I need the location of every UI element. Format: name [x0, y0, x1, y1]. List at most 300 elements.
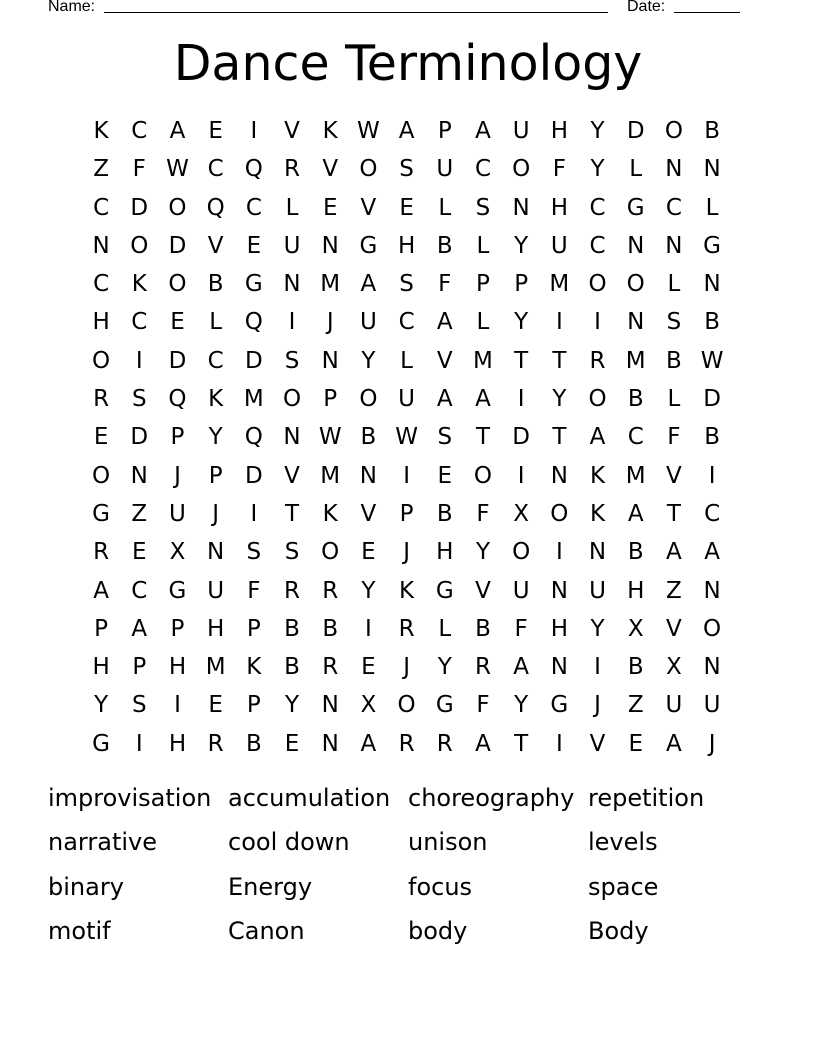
grid-row: [82, 342, 731, 380]
word-list-item: binary: [48, 872, 124, 901]
grid-cell: F: [667, 424, 681, 451]
grid-cell: U: [207, 577, 225, 604]
grid-cell: E: [93, 424, 109, 451]
grid-cell: V: [322, 156, 339, 183]
grid-cell: E: [284, 730, 300, 757]
grid-cell: X: [169, 539, 186, 566]
grid-cell: N: [321, 692, 339, 719]
grid-cell: O: [282, 386, 302, 413]
word-list-item: repetition: [588, 784, 705, 812]
grid-cell: Y: [514, 692, 529, 719]
grid-cell: H: [550, 118, 568, 144]
name-blank-line: [104, 0, 608, 13]
grid-cell: V: [207, 232, 224, 259]
word-list-item: body: [408, 916, 468, 945]
grid-cell: H: [627, 577, 645, 604]
grid-row: [82, 380, 731, 418]
grid-cell: S: [475, 194, 491, 221]
grid-cell: H: [207, 615, 225, 642]
grid-cell: R: [322, 577, 339, 604]
grid-cell: D: [626, 118, 645, 144]
grid-cell: N: [207, 539, 225, 566]
grid-cell: E: [322, 194, 338, 221]
grid-cell: F: [438, 271, 452, 298]
grid-cell: R: [93, 386, 110, 413]
grid-cell: S: [284, 539, 300, 566]
grid-cell: L: [438, 615, 452, 642]
grid-cell: C: [207, 156, 224, 183]
grid-cell: P: [437, 118, 452, 144]
word-list-item: cool down: [228, 828, 350, 857]
grid-cell: J: [403, 539, 410, 566]
grid-cell: R: [436, 730, 453, 757]
grid-row: [82, 303, 731, 341]
grid-cell: Y: [361, 347, 376, 374]
grid-cell: B: [627, 539, 644, 566]
grid-cell: U: [512, 118, 530, 144]
grid-cell: H: [550, 194, 568, 221]
grid-cell: I: [403, 462, 410, 489]
grid-cell: B: [704, 309, 720, 336]
grid-cell: E: [399, 194, 414, 221]
grid-cell: W: [166, 156, 189, 183]
grid-cell: L: [476, 232, 490, 259]
grid-cell: R: [398, 730, 415, 757]
grid-row: [82, 686, 731, 724]
grid-cell: D: [244, 462, 263, 489]
grid-cell: S: [131, 692, 147, 719]
grid-cell: N: [512, 194, 530, 221]
grid-cell: I: [250, 500, 258, 527]
grid-cell: R: [474, 654, 491, 681]
grid-cell: N: [588, 539, 607, 566]
grid-cell: Q: [244, 309, 263, 336]
grid-cell: A: [513, 654, 530, 681]
grid-cell: V: [436, 347, 453, 374]
grid-cell: Y: [590, 156, 605, 183]
grid-cell: P: [132, 654, 147, 681]
grid-cell: P: [208, 462, 223, 489]
grid-cell: F: [514, 615, 528, 642]
grid-cell: G: [435, 577, 454, 604]
grid-cell: I: [288, 309, 296, 336]
grid-row: [82, 648, 731, 686]
word-row: [48, 911, 768, 955]
grid-cell: Z: [627, 692, 644, 719]
word-list-item: motif: [48, 916, 111, 945]
grid-cell: C: [131, 577, 148, 604]
grid-cell: R: [207, 730, 224, 757]
grid-cell: I: [517, 462, 525, 489]
grid-cell: B: [436, 232, 453, 259]
word-list-item: Canon: [228, 916, 305, 945]
grid-cell: H: [168, 730, 187, 757]
grid-cell: P: [170, 424, 185, 451]
date-blank-line: [674, 0, 740, 13]
grid-cell: B: [360, 424, 377, 451]
grid-row: [82, 495, 731, 533]
grid-cell: E: [246, 232, 262, 259]
grid-cell: N: [321, 730, 339, 757]
grid-cell: K: [208, 386, 224, 413]
grid-row: [82, 418, 731, 456]
grid-cell: E: [208, 118, 223, 144]
grid-cell: R: [284, 156, 301, 183]
grid-cell: C: [93, 194, 110, 221]
grid-cell: E: [361, 539, 376, 566]
grid-cell: A: [360, 730, 377, 757]
grid-cell: P: [476, 271, 490, 298]
grid-cell: U: [359, 309, 377, 336]
grid-cell: O: [92, 347, 111, 374]
grid-cell: B: [627, 386, 644, 413]
grid-cell: N: [703, 577, 721, 604]
grid-cell: D: [703, 386, 721, 413]
grid-cell: B: [704, 424, 720, 451]
grid-cell: B: [322, 615, 339, 642]
word-list-item: choreography: [408, 784, 575, 812]
word-list-item: levels: [588, 828, 658, 857]
grid-cell: L: [705, 194, 719, 221]
grid-cell: N: [283, 271, 301, 298]
grid-cell: G: [550, 692, 569, 719]
grid-cell: P: [514, 271, 529, 298]
grid-cell: X: [360, 692, 377, 719]
word-list-item: narrative: [48, 828, 157, 857]
grid-cell: Q: [244, 156, 263, 183]
grid-cell: V: [284, 118, 300, 144]
grid-cell: Y: [514, 232, 529, 259]
grid-row: [82, 610, 731, 648]
word-row: [48, 778, 768, 822]
name-label: Name:: [48, 0, 96, 15]
grid-row: [82, 150, 731, 188]
grid-cell: I: [555, 730, 563, 757]
grid-cell: S: [246, 539, 262, 566]
word-list-item: Body: [588, 916, 649, 945]
grid-cell: E: [437, 462, 453, 489]
grid-cell: S: [437, 424, 453, 451]
grid-cell: P: [246, 615, 261, 642]
grid-cell: A: [436, 386, 453, 413]
grid-cell: K: [131, 271, 147, 298]
grid-cell: L: [476, 309, 490, 336]
letter-grid: [82, 112, 731, 763]
grid-cell: Y: [590, 615, 605, 642]
grid-cell: C: [398, 309, 415, 336]
grid-cell: K: [589, 462, 606, 489]
grid-cell: I: [555, 309, 563, 336]
grid-cell: Q: [244, 424, 263, 451]
grid-cell: A: [704, 539, 720, 566]
grid-cell: J: [708, 730, 716, 757]
grid-cell: N: [283, 424, 301, 451]
grid-cell: N: [627, 232, 645, 259]
grid-row: [82, 227, 731, 265]
grid-cell: O: [397, 692, 416, 719]
grid-cell: W: [318, 424, 342, 451]
grid-cell: B: [284, 615, 300, 642]
grid-row: [82, 457, 731, 495]
grid-cell: P: [94, 615, 109, 642]
grid-cell: T: [514, 347, 529, 374]
grid-cell: D: [130, 194, 149, 221]
grid-cell: I: [135, 347, 143, 374]
grid-cell: A: [475, 386, 491, 413]
grid-row: [82, 189, 731, 227]
grid-cell: A: [475, 730, 491, 757]
grid-cell: G: [92, 500, 110, 527]
grid-cell: B: [704, 118, 720, 144]
grid-cell: Q: [206, 194, 225, 221]
grid-cell: A: [131, 615, 148, 642]
word-list-item: focus: [408, 872, 473, 901]
word-row: [48, 822, 768, 866]
grid-cell: I: [594, 309, 601, 336]
grid-cell: C: [93, 271, 110, 298]
grid-cell: A: [93, 577, 109, 604]
word-row: [48, 867, 768, 911]
grid-cell: V: [666, 615, 682, 642]
grid-cell: U: [665, 692, 683, 719]
grid-cell: C: [131, 309, 148, 336]
word-list-item: space: [588, 872, 659, 901]
grid-cell: O: [588, 271, 607, 298]
grid-cell: J: [326, 309, 334, 336]
grid-cell: N: [359, 462, 378, 489]
grid-row: [82, 533, 731, 571]
grid-cell: N: [665, 156, 683, 183]
grid-cell: B: [207, 271, 224, 298]
grid-cell: Y: [475, 539, 490, 566]
grid-cell: P: [323, 386, 338, 413]
grid-cell: L: [285, 194, 299, 221]
grid-cell: Y: [361, 577, 376, 604]
grid-cell: O: [550, 500, 569, 527]
grid-cell: U: [398, 386, 416, 413]
grid-cell: C: [589, 194, 606, 221]
grid-cell: Q: [168, 386, 187, 413]
grid-cell: A: [360, 271, 377, 298]
grid-cell: O: [321, 539, 340, 566]
grid-cell: J: [212, 500, 220, 527]
grid-cell: H: [397, 232, 416, 259]
grid-cell: H: [92, 654, 110, 681]
grid-cell: X: [513, 500, 530, 527]
word-list-item: improvisation: [48, 784, 212, 812]
grid-cell: K: [399, 577, 415, 604]
grid-cell: G: [435, 692, 454, 719]
grid-cell: Y: [285, 692, 300, 719]
grid-cell: B: [284, 654, 300, 681]
grid-cell: T: [552, 424, 567, 451]
grid-cell: D: [168, 347, 187, 374]
grid-cell: F: [552, 156, 566, 183]
grid-cell: E: [208, 692, 223, 719]
grid-cell: M: [549, 271, 570, 298]
grid-cell: D: [130, 424, 149, 451]
grid-cell: V: [284, 462, 300, 489]
grid-cell: A: [666, 539, 682, 566]
grid-cell: Y: [437, 654, 452, 681]
grid-cell: S: [399, 156, 414, 183]
grid-cell: O: [130, 232, 149, 259]
grid-cell: P: [246, 692, 261, 719]
grid-cell: U: [283, 232, 301, 259]
grid-cell: K: [246, 654, 262, 681]
grid-cell: K: [322, 118, 338, 144]
grid-cell: C: [131, 118, 148, 144]
grid-cell: K: [93, 118, 109, 144]
grid-cell: O: [473, 462, 493, 489]
grid-cell: N: [627, 309, 645, 336]
grid-row: [82, 725, 731, 763]
grid-cell: N: [321, 347, 339, 374]
grid-cell: N: [550, 577, 568, 604]
grid-cell: M: [320, 271, 341, 298]
grid-cell: I: [517, 386, 525, 413]
grid-cell: G: [168, 577, 187, 604]
grid-cell: M: [473, 347, 493, 374]
grid-cell: V: [589, 730, 606, 757]
grid-cell: P: [399, 500, 414, 527]
grid-cell: P: [170, 615, 185, 642]
word-list-item: Energy: [228, 872, 313, 901]
grid-cell: Y: [552, 386, 567, 413]
grid-cell: B: [245, 730, 262, 757]
grid-cell: F: [476, 692, 490, 719]
grid-cell: U: [512, 577, 530, 604]
grid-cell: D: [244, 347, 263, 374]
grid-cell: B: [666, 347, 682, 374]
grid-cell: J: [174, 462, 181, 489]
grid-cell: C: [665, 194, 682, 221]
grid-cell: L: [667, 271, 681, 298]
grid-cell: N: [703, 271, 721, 298]
grid-cell: M: [205, 654, 226, 681]
grid-cell: T: [514, 730, 529, 757]
grid-cell: Z: [666, 577, 682, 604]
grid-cell: N: [550, 462, 568, 489]
grid-cell: I: [594, 654, 601, 681]
grid-cell: N: [550, 654, 568, 681]
grid-cell: O: [588, 386, 607, 413]
grid-cell: I: [250, 118, 258, 144]
grid-cell: U: [436, 156, 454, 183]
grid-cell: R: [589, 347, 606, 374]
grid-row: [82, 112, 731, 150]
grid-cell: G: [92, 730, 110, 757]
grid-cell: K: [589, 500, 606, 527]
grid-cell: Y: [514, 309, 529, 336]
grid-cell: E: [628, 730, 643, 757]
grid-cell: E: [132, 539, 147, 566]
grid-cell: H: [550, 615, 568, 642]
date-label: Date:: [627, 0, 666, 15]
grid-cell: O: [703, 615, 722, 642]
grid-cell: U: [169, 500, 186, 527]
grid-cell: O: [664, 118, 683, 144]
word-list: [48, 778, 768, 955]
grid-cell: E: [361, 654, 376, 681]
grid-cell: O: [626, 271, 645, 298]
grid-cell: C: [589, 232, 606, 259]
grid-cell: B: [627, 654, 644, 681]
grid-cell: O: [168, 271, 187, 298]
grid-cell: X: [627, 615, 644, 642]
grid-cell: M: [625, 347, 646, 374]
grid-cell: Z: [131, 500, 148, 527]
grid-cell: C: [474, 156, 491, 183]
page-title: Dance Terminology: [173, 35, 643, 92]
grid-cell: S: [666, 309, 682, 336]
grid-cell: N: [665, 232, 683, 259]
grid-cell: O: [168, 194, 187, 221]
grid-cell: W: [357, 118, 380, 144]
grid-cell: E: [170, 309, 185, 336]
grid-cell: O: [512, 156, 531, 183]
grid-cell: S: [399, 271, 414, 298]
grid-cell: L: [667, 386, 681, 413]
grid-cell: H: [92, 309, 110, 336]
grid-cell: T: [475, 424, 490, 451]
grid-cell: B: [475, 615, 491, 642]
grid-row: [82, 572, 731, 610]
grid-cell: G: [359, 232, 378, 259]
grid-cell: H: [436, 539, 454, 566]
grid-cell: U: [589, 577, 606, 604]
grid-cell: T: [285, 500, 300, 527]
grid-cell: F: [476, 500, 490, 527]
grid-cell: J: [594, 692, 601, 719]
grid-cell: N: [703, 156, 721, 183]
grid-cell: G: [244, 271, 263, 298]
grid-cell: Y: [94, 692, 109, 719]
grid-cell: N: [703, 654, 721, 681]
grid-cell: M: [320, 462, 341, 489]
grid-cell: A: [398, 118, 415, 144]
grid-cell: F: [247, 577, 261, 604]
grid-cell: A: [627, 500, 644, 527]
grid-cell: V: [475, 577, 491, 604]
grid-cell: G: [703, 232, 721, 259]
grid-cell: O: [92, 462, 111, 489]
grid-cell: X: [666, 654, 682, 681]
grid-cell: V: [666, 462, 682, 489]
grid-cell: O: [359, 386, 378, 413]
grid-cell: T: [552, 347, 567, 374]
grid-cell: J: [403, 654, 410, 681]
grid-cell: O: [359, 156, 378, 183]
grid-cell: M: [625, 462, 646, 489]
grid-cell: N: [92, 232, 110, 259]
grid-cell: U: [550, 232, 568, 259]
grid-cell: R: [284, 577, 301, 604]
grid-row: [82, 265, 731, 303]
grid-cell: A: [666, 730, 682, 757]
grid-cell: D: [168, 232, 187, 259]
grid-cell: A: [436, 309, 453, 336]
grid-cell: Y: [208, 424, 223, 451]
grid-cell: R: [93, 539, 110, 566]
word-list-item: accumulation: [228, 784, 391, 812]
grid-cell: Z: [93, 156, 109, 183]
grid-cell: S: [131, 386, 147, 413]
grid-cell: R: [398, 615, 415, 642]
grid-cell: N: [321, 232, 339, 259]
grid-cell: C: [627, 424, 644, 451]
grid-cell: L: [629, 156, 643, 183]
